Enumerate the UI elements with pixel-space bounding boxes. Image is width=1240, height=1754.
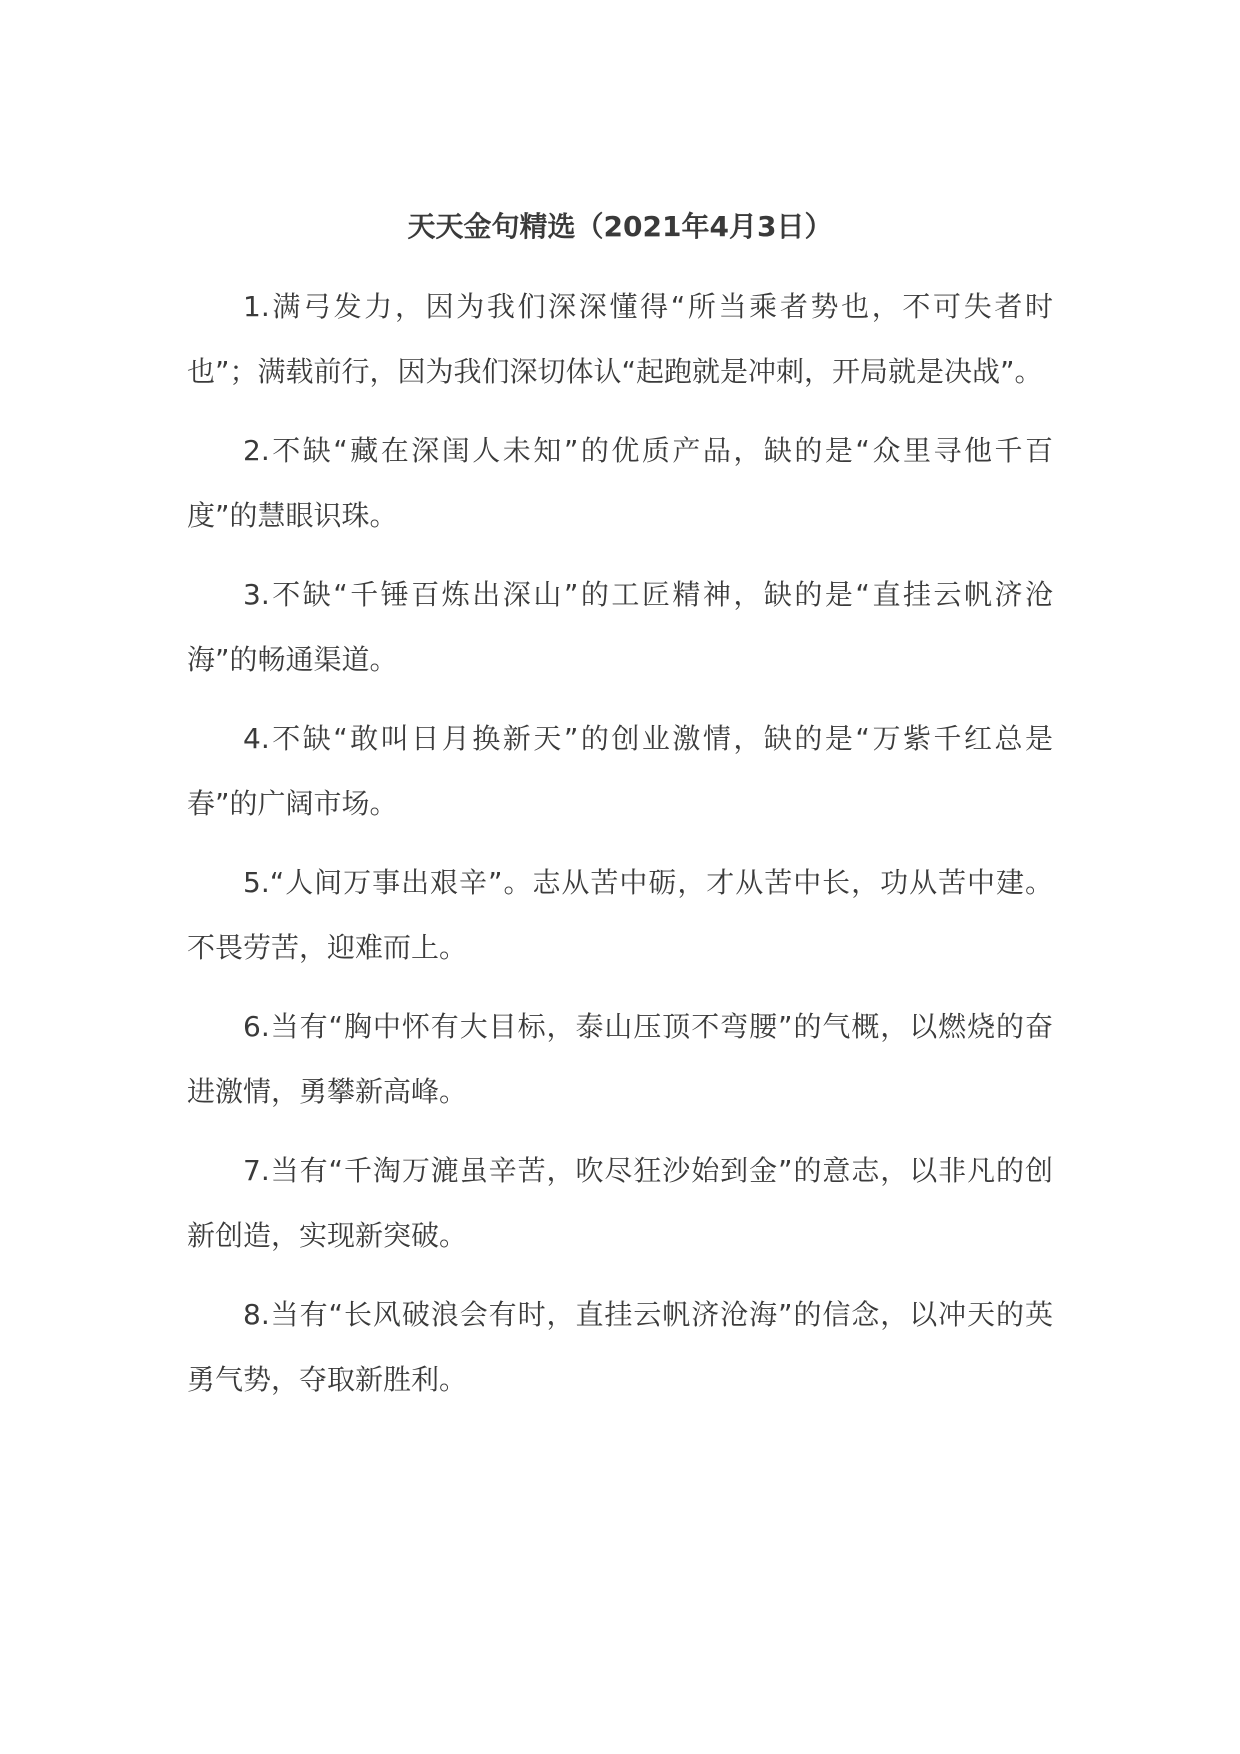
- quote-paragraph-6: 6.当有“胸中怀有大目标，泰山压顶不弯腰”的气概，以燃烧的奋进激情，勇攀新高峰。: [187, 1010, 1053, 1108]
- quote-paragraph-2: 2.不缺“藏在深闺人未知”的优质产品，缺的是“众里寻他千百度”的慧眼识珠。: [187, 434, 1053, 532]
- page-title: 天天金句精选（2021年4月3日）: [407, 210, 833, 243]
- quote-paragraph-3: 3.不缺“千锤百炼出深山”的工匠精神，缺的是“直挂云帆济沧海”的畅通渠道。: [187, 578, 1053, 676]
- quote-paragraph-5: 5.“人间万事出艰辛”。志从苦中砺，才从苦中长，功从苦中建。不畏劳苦，迎难而上。: [187, 866, 1053, 964]
- document-body: [187, 200, 1053, 1426]
- quote-paragraph-4: 4.不缺“敢叫日月换新天”的创业激情，缺的是“万紫千红总是春”的广阔市场。: [187, 722, 1053, 820]
- quote-paragraph-1: 1.满弓发力，因为我们深深懂得“所当乘者势也，不可失者时也”；满载前行，因为我们深切体认“起跑就是冲刺，开局就是决战”。: [187, 290, 1053, 388]
- quote-paragraph-8: 8.当有“长风破浪会有时，直挂云帆济沧海”的信念，以冲天的英勇气势，夺取新胜利。: [187, 1298, 1053, 1396]
- quote-paragraph-7: 7.当有“千淘万漉虽辛苦，吹尽狂沙始到金”的意志，以非凡的创新创造，实现新突破。: [187, 1154, 1053, 1252]
